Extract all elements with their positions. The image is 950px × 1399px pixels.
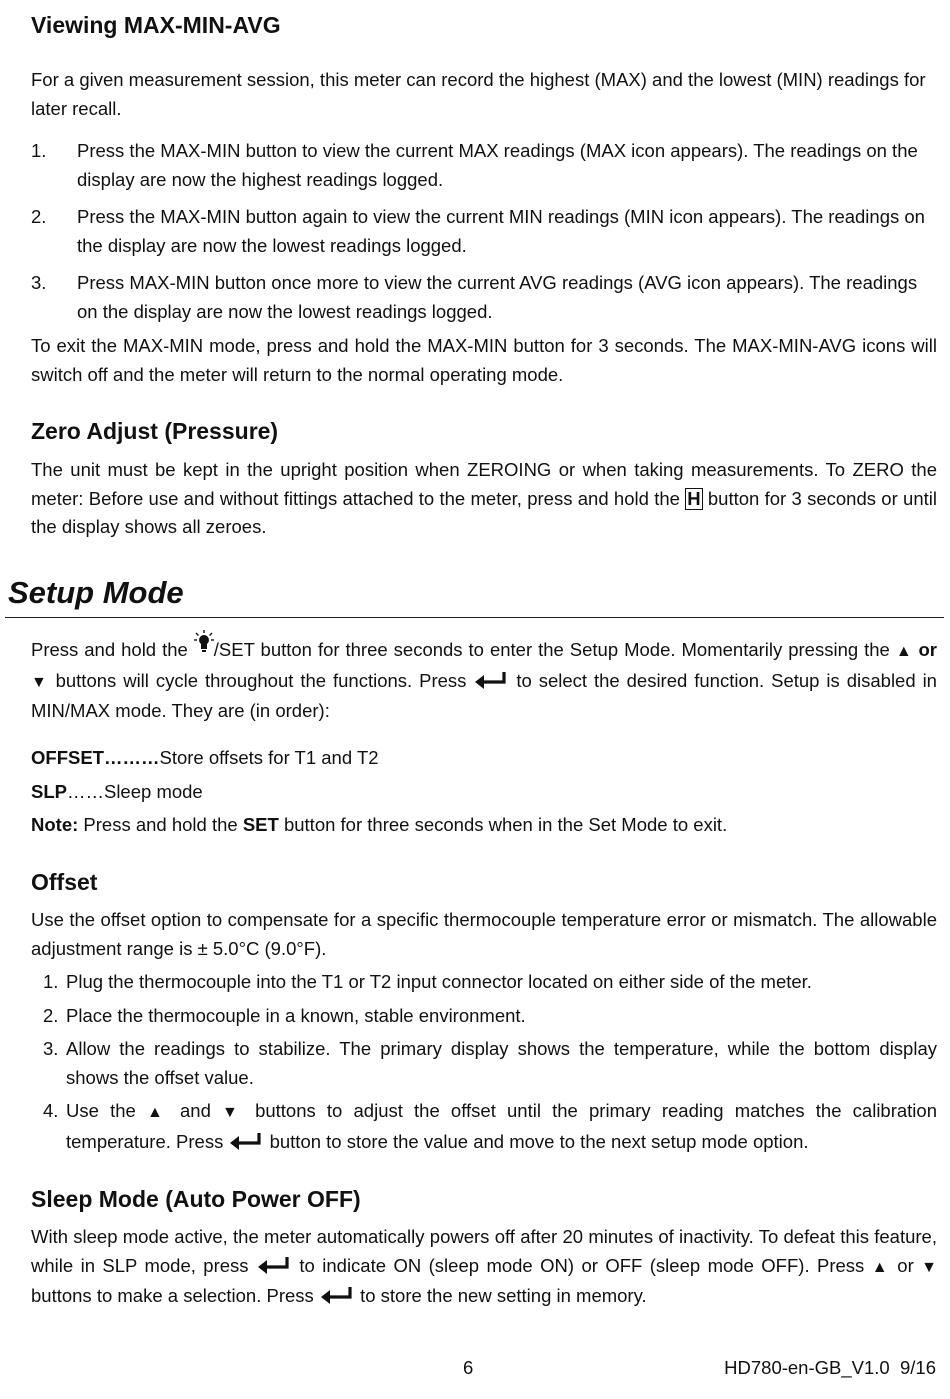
- step4-and: and: [168, 1100, 223, 1121]
- max-min-intro-block: [31, 66, 937, 123]
- step4-text-c: button to store the value and move to the next setup mode option.: [264, 1130, 809, 1152]
- sleep-text: [31, 1223, 937, 1311]
- list-number: 3.: [43, 1038, 59, 1059]
- enter-key-icon: [228, 1132, 264, 1150]
- note-text-a: Press and hold the: [78, 814, 243, 835]
- zero-text-before: The unit must be kept in the upright position when ZEROING or when taking measurements. To ZERO the meter: Before use and without fittings attached to the meter, press and hold the: [31, 459, 937, 509]
- setup-text-c: buttons will cycle throughout the functions. Press: [48, 669, 474, 691]
- setup-intro-block: [31, 630, 937, 726]
- up-arrow-icon: ▲: [871, 1258, 890, 1276]
- section-title-sleep-mode: Sleep Mode (Auto Power OFF): [31, 1186, 361, 1212]
- note-set-key: SET: [242, 814, 279, 835]
- list-text: Place the thermocouple in a known, stable environment.: [66, 1004, 526, 1026]
- list-item: [31, 968, 937, 997]
- function-slp-key: SLP: [31, 780, 67, 802]
- function-slp: [31, 778, 937, 807]
- setup-note: [31, 811, 937, 840]
- offset-steps: [31, 968, 937, 1161]
- sleep-or: or: [889, 1254, 922, 1276]
- list-text: Press MAX-MIN button once more to view the current AVG readings (AVG icon appears). The readings on the display are now the lowest readings logged.: [77, 272, 918, 322]
- sleep-text-b: to indicate ON (sleep mode ON) or OFF (sleep mode OFF). Press: [291, 1254, 872, 1276]
- offset-intro: Use the offset option to compensate for a specific thermocouple temperature error or mismatch. The allowable adjustment range is ± 5.0°C (9.0°F).: [31, 909, 937, 959]
- function-slp-desc: ……Sleep mode: [66, 780, 203, 802]
- section-sleep-mode: [31, 1186, 937, 1213]
- sleep-text-block: [31, 1223, 937, 1311]
- enter-key-icon: [256, 1256, 292, 1274]
- document-id: HD780-en-GB_V1.0 9/16: [724, 1357, 936, 1378]
- setup-functions-list: [31, 744, 937, 840]
- max-min-steps: [31, 137, 937, 335]
- list-item: [31, 1002, 937, 1031]
- hold-key-label: H: [687, 487, 701, 509]
- section-title-max-min-avg: Viewing MAX-MIN-AVG: [31, 12, 281, 38]
- page-number: 6: [463, 1357, 474, 1378]
- function-offset: [31, 744, 937, 773]
- sleep-text-c: buttons to make a selection. Press: [31, 1285, 319, 1306]
- max-min-exit-block: [31, 332, 937, 389]
- list-item: [31, 137, 937, 194]
- list-item: [31, 1097, 937, 1156]
- step4-text-b: buttons to adjust the offset until the primary reading matches the calibration temperature. Press: [66, 1100, 937, 1152]
- list-item: [31, 1035, 937, 1092]
- down-arrow-icon: ▼: [921, 1258, 938, 1276]
- down-arrow-icon: ▼: [31, 673, 49, 691]
- list-number: 1.: [43, 971, 59, 992]
- setup-intro: [31, 630, 937, 726]
- section-offset: [31, 869, 937, 896]
- up-arrow-icon: ▲: [146, 1104, 169, 1121]
- section-title-setup-mode: Setup Mode: [8, 575, 184, 610]
- step4-text-a: Use the: [66, 1100, 147, 1121]
- list-text: Press the MAX-MIN button again to view the current MIN readings (MIN icon appears). The readings on the display are now the lowest readings logged.: [77, 206, 925, 256]
- zero-text-after: button for 3 seconds or until the display shows all zeroes.: [31, 487, 937, 537]
- note-text-b: button for three seconds when in the Set Mode to exit.: [278, 814, 728, 835]
- section-title-offset: Offset: [31, 869, 98, 895]
- setup-text-d: to select the desired function. Setup is disabled in MIN/MAX mode. They are (in order):: [31, 669, 937, 721]
- list-item: [31, 269, 937, 326]
- list-number: 2.: [31, 206, 47, 227]
- setup-text-a: Press and hold the: [31, 639, 194, 660]
- sleep-text-a: With sleep mode active, the meter automatically powers off after 20 minutes of inactivity. To defeat this feature, while in SLP mode, press: [31, 1226, 937, 1276]
- zero-adjust-text-block: [31, 456, 937, 542]
- section-max-min-avg: [31, 12, 937, 39]
- sleep-text-d: to store the new setting in memory.: [354, 1285, 647, 1306]
- setup-or: or: [912, 639, 937, 660]
- down-arrow-icon: ▼: [222, 1104, 244, 1121]
- note-label: Note:: [31, 814, 79, 835]
- zero-adjust-text: [31, 456, 937, 542]
- heading-rule: [5, 617, 944, 618]
- section-title-zero-adjust: Zero Adjust (Pressure): [31, 418, 279, 444]
- function-offset-desc: Store offsets for T1 and T2: [159, 747, 379, 768]
- list-text: Plug the thermocouple into the T1 or T2 input connector located on either side of the meter.: [66, 971, 812, 992]
- list-number: 3.: [31, 272, 47, 293]
- list-number: 1.: [31, 140, 47, 161]
- enter-key-icon: [473, 671, 509, 689]
- list-number: 2.: [43, 1004, 59, 1026]
- list-text: Allow the readings to stabilize. The primary display shows the temperature, while the bottom display shows the offset value.: [66, 1038, 937, 1088]
- section-zero-adjust: [31, 418, 937, 445]
- max-min-exit-text: To exit the MAX-MIN mode, press and hold the MAX-MIN button for 3 seconds. The MAX-MIN-AVG icons will switch off and the meter will return to the normal operating mode.: [31, 335, 937, 385]
- setup-text-b: /SET button for three seconds to enter the Setup Mode. Momentarily pressing the: [213, 639, 896, 660]
- up-arrow-icon: ▲: [895, 643, 913, 660]
- max-min-intro: For a given measurement session, this meter can record the highest (MAX) and the lowest (MIN) readings for later recall.: [31, 69, 926, 119]
- function-offset-key: OFFSET………: [31, 747, 160, 768]
- list-text: Press the MAX-MIN button to view the current MAX readings (MAX icon appears). The readings on the display are now the highest readings logged.: [77, 140, 918, 190]
- backlight-bulb-icon: [194, 630, 214, 654]
- list-item: [31, 203, 937, 260]
- offset-intro-block: [31, 906, 937, 963]
- list-number: 4.: [43, 1100, 59, 1121]
- enter-key-icon: [319, 1286, 355, 1304]
